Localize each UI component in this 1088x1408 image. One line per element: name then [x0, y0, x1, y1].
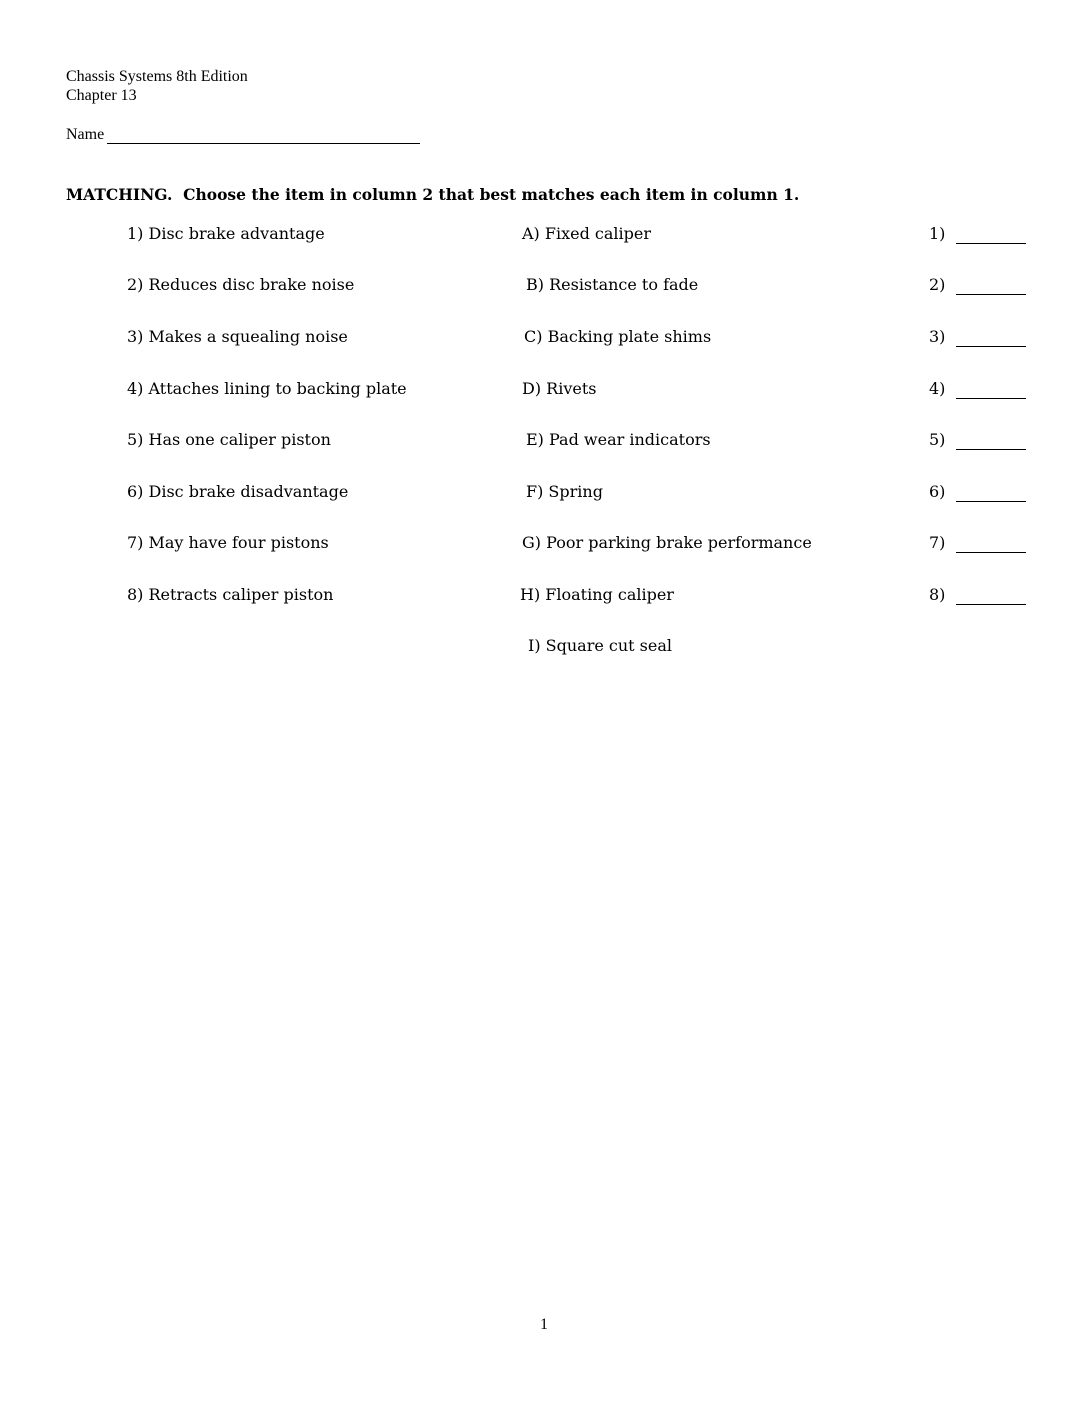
column1-item: 1) Disc brake advantage [127, 224, 325, 243]
column2-item: C) Backing plate shims [524, 327, 712, 346]
name-blank-line[interactable] [107, 143, 420, 144]
chapter-label: Chapter 13 [66, 87, 137, 104]
answer-number: 4) [929, 379, 946, 398]
answer-blank[interactable] [956, 294, 1026, 295]
answer-number: 7) [929, 533, 946, 552]
column1-item: 2) Reduces disc brake noise [127, 275, 355, 294]
column1-item: 3) Makes a squealing noise [127, 327, 348, 346]
answer-number: 2) [929, 275, 946, 294]
column2-item: F) Spring [526, 482, 603, 501]
column2-item: H) Floating caliper [520, 585, 674, 604]
matching-row [0, 636, 1088, 660]
page-number: 1 [540, 1316, 548, 1333]
column2-item: A) Fixed caliper [522, 224, 652, 243]
answer-number: 8) [929, 585, 946, 604]
answer-number: 5) [929, 430, 946, 449]
matching-row [0, 224, 1088, 248]
answer-blank[interactable] [956, 449, 1026, 450]
column2-item: E) Pad wear indicators [526, 430, 711, 449]
matching-row [0, 430, 1088, 454]
column1-item: 8) Retracts caliper piston [127, 585, 334, 604]
answer-blank[interactable] [956, 346, 1026, 347]
matching-row [0, 379, 1088, 403]
answer-blank[interactable] [956, 552, 1026, 553]
matching-row [0, 533, 1088, 557]
column1-item: 5) Has one caliper piston [127, 430, 331, 449]
column1-item: 7) May have four pistons [127, 533, 329, 552]
matching-row [0, 482, 1088, 506]
matching-row [0, 275, 1088, 299]
book-title: Chassis Systems 8th Edition [66, 68, 248, 85]
column2-item: D) Rivets [522, 379, 597, 398]
name-label: Name [66, 126, 105, 143]
answer-blank[interactable] [956, 604, 1026, 605]
column2-item: B) Resistance to fade [526, 275, 699, 294]
matching-row [0, 585, 1088, 609]
answer-blank[interactable] [956, 501, 1026, 502]
column1-item: 4) Attaches lining to backing plate [127, 379, 407, 398]
answer-blank[interactable] [956, 243, 1026, 244]
matching-instructions: MATCHING. Choose the item in column 2 that best matches each item in column 1. [66, 185, 800, 204]
answer-blank[interactable] [956, 398, 1026, 399]
column1-item: 6) Disc brake disadvantage [127, 482, 349, 501]
matching-row [0, 327, 1088, 351]
column2-item: G) Poor parking brake performance [522, 533, 812, 552]
answer-number: 3) [929, 327, 946, 346]
answer-number: 1) [929, 224, 946, 243]
column2-item: I) Square cut seal [528, 636, 673, 655]
answer-number: 6) [929, 482, 946, 501]
